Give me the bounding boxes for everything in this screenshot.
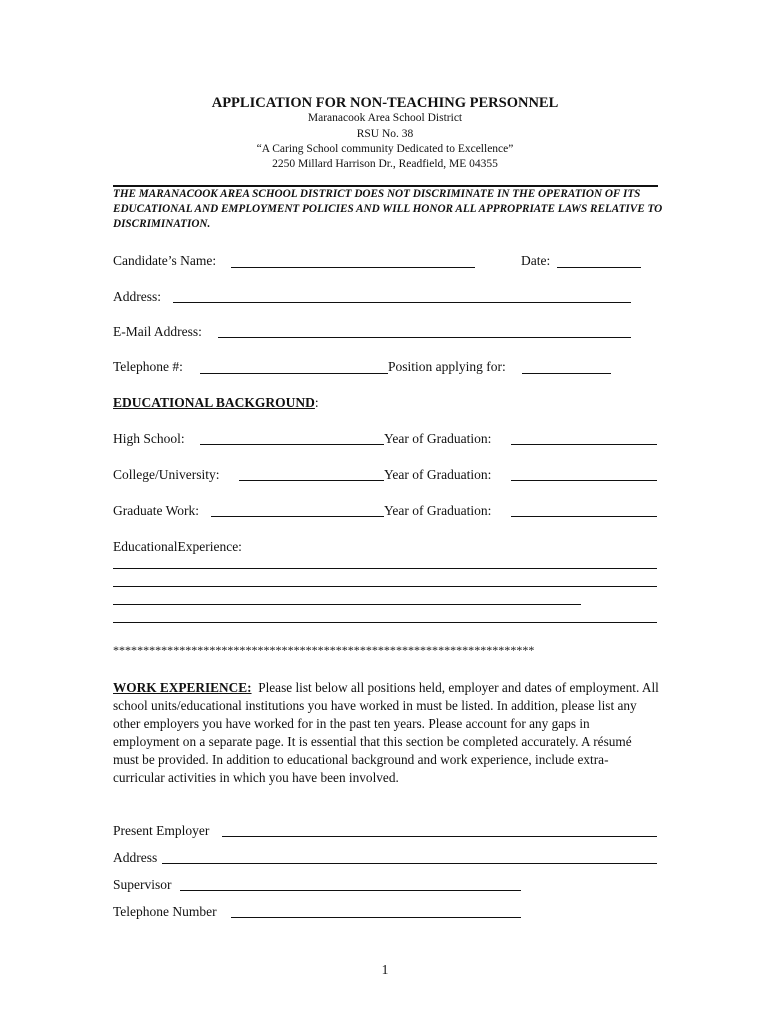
page-number: 1 (381, 962, 389, 977)
date-label: Date: (521, 253, 551, 268)
work-experience-heading: WORK EXPERIENCE: (113, 680, 252, 695)
college-label: College/University: (113, 467, 220, 482)
employer-address-field[interactable] (162, 863, 657, 864)
district-motto: “A Caring School community Dedicated to Excellence” (256, 143, 514, 155)
education-heading-text: EDUCATIONAL BACKGROUND (113, 395, 315, 410)
district-name: Maranacook Area School District (307, 112, 463, 124)
employer-telephone-field[interactable] (231, 917, 521, 918)
education-heading-colon: : (314, 395, 319, 410)
high-school-label: High School: (113, 431, 185, 446)
educational-experience-line-1[interactable] (113, 568, 657, 569)
graduate-work-label: Graduate Work: (113, 503, 200, 518)
employer-address-label: Address (113, 850, 158, 865)
high-school-year-label: Year of Graduation: (384, 431, 492, 446)
supervisor-field[interactable] (180, 890, 521, 891)
supervisor-label: Supervisor (113, 877, 172, 892)
address-field[interactable] (173, 302, 631, 303)
employer-telephone-label: Telephone Number (113, 904, 217, 919)
high-school-field[interactable] (200, 444, 384, 445)
section-separator: ********************************************************************** (113, 643, 535, 657)
graduate-year-label: Year of Graduation: (384, 503, 492, 518)
educational-experience-label: EducationalExperience: (113, 539, 242, 554)
graduate-year-field[interactable] (511, 516, 657, 517)
educational-experience-line-4[interactable] (113, 622, 657, 623)
educational-experience-line-3[interactable] (113, 604, 581, 605)
work-experience-instructions (113, 679, 659, 787)
position-field[interactable] (522, 373, 611, 374)
candidate-name-field[interactable] (231, 267, 475, 268)
work-experience-text: Please list below all positions held, employer and dates of employment. All school units/educational institutions you have worked in must be listed. In addition, please list any other employers you have worked for in the past ten years. Please account for any gaps in employment on a separate page. It is essential that this section be completed accurately. A résumé must be provided. In addition to educational background and work experience, include extra-curricular activities in which you have been involved. (113, 680, 659, 785)
position-label: Position applying for: (388, 359, 506, 374)
present-employer-field[interactable] (222, 836, 657, 837)
date-field[interactable] (557, 267, 641, 268)
address-label: Address: (113, 289, 161, 304)
graduate-work-field[interactable] (211, 516, 384, 517)
educational-experience-line-2[interactable] (113, 586, 657, 587)
college-year-field[interactable] (511, 480, 657, 481)
telephone-label: Telephone #: (113, 359, 183, 374)
non-discrimination-notice: THE MARANACOOK AREA SCHOOL DISTRICT DOES NOT DISCRIMINATE IN THE OPERATION OF ITS EDUCATIONAL AND EMPLOYMENT POLICIES AND WILL HONOR ALL APPROPRIATE LAWS RELATIVE TO DISCRIMINATION. (113, 188, 663, 230)
education-heading (113, 394, 319, 412)
rsu-number: RSU No. 38 (356, 128, 414, 140)
telephone-field[interactable] (200, 373, 388, 374)
college-field[interactable] (239, 480, 384, 481)
email-label: E-Mail Address: (113, 324, 202, 339)
college-year-label: Year of Graduation: (384, 467, 492, 482)
district-address: 2250 Millard Harrison Dr., Readfield, ME 04355 (272, 158, 498, 170)
high-school-year-field[interactable] (511, 444, 657, 445)
present-employer-label: Present Employer (113, 823, 210, 838)
email-field[interactable] (218, 337, 631, 338)
candidate-name-label: Candidate’s Name: (113, 253, 217, 268)
form-title: APPLICATION FOR NON-TEACHING PERSONNEL (211, 95, 559, 111)
